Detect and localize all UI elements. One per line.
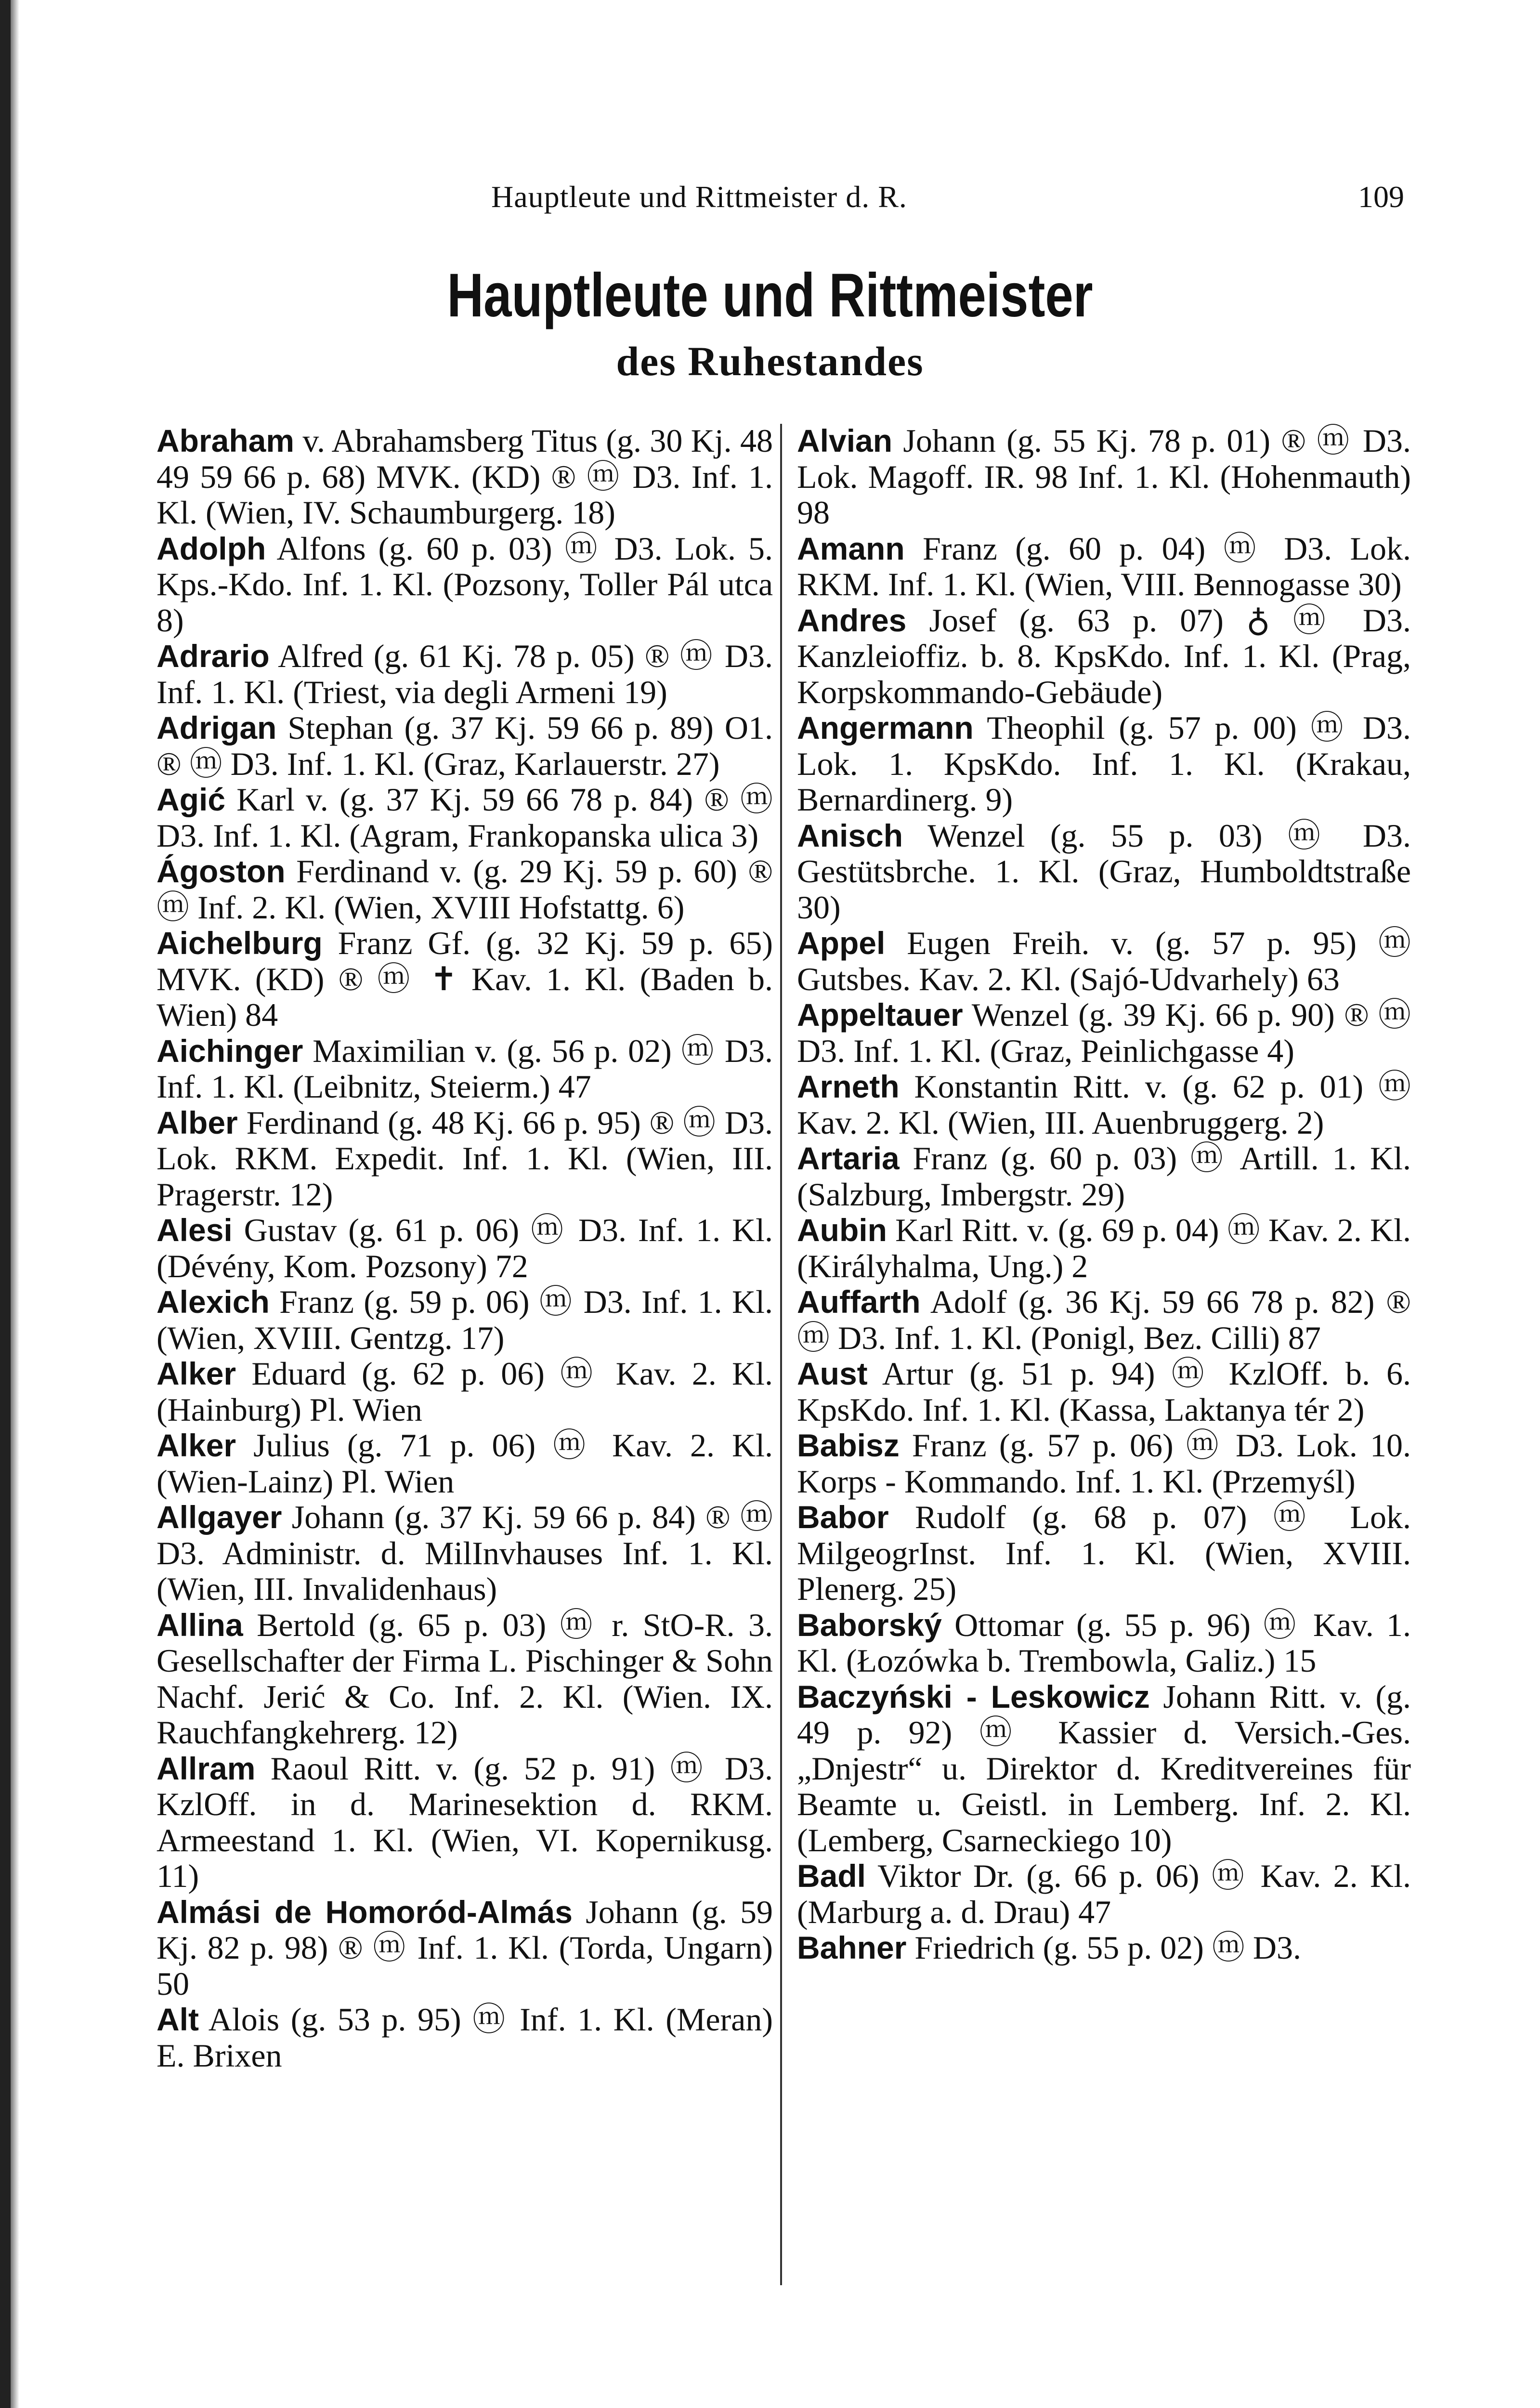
directory-entry xyxy=(797,997,1411,1069)
entry-details: Alois (g. 53 p. 95) ⓜ Inf. 1. Kl. (Meran) E. Brixen xyxy=(157,2001,773,2074)
entry-surname: Allgayer xyxy=(157,1499,282,1535)
entry-surname: Baborský xyxy=(797,1607,942,1643)
directory-entry xyxy=(157,710,773,782)
directory-entry xyxy=(157,1607,773,1751)
entry-surname: Adrario xyxy=(157,638,270,674)
entry-details: Alfons (g. 60 p. 03) ⓜ D3. Lok. 5. Kps.-Kdo. Inf. 1. Kl. (Pozsony, Toller Pál utca 8) xyxy=(157,530,773,639)
directory-entry xyxy=(797,818,1411,926)
directory-entry xyxy=(797,423,1411,531)
entry-details: Franz Gf. (g. 32 Kj. 59 p. 65) MVK. (KD) ® ⓜ ✝ Kav. 1. Kl. (Baden b. Wien) 84 xyxy=(157,925,773,1033)
entry-details: Bertold (g. 65 p. 03) ⓜ r. StO-R. 3. Gesellschafter der Firma L. Pischinger & Sohn Nachf. Jerić & Co. Inf. 2. Kl. (Wien. IX. Rauchfangkehrerg. 12) xyxy=(157,1606,773,1751)
entry-details: Franz (g. 60 p. 04) ⓜ D3. Lok. RKM. Inf. 1. Kl. (Wien, VIII. Bennogasse 30) xyxy=(797,530,1411,602)
directory-entry xyxy=(157,1356,773,1427)
directory-entry xyxy=(157,782,773,853)
directory-entry xyxy=(797,1069,1411,1140)
directory-entry xyxy=(797,925,1411,997)
entry-details: Wenzel (g. 39 Kj. 66 p. 90) ® ⓜ D3. Inf. 1. Kl. (Graz, Peinlichgasse 4) xyxy=(797,996,1411,1069)
entry-details: Maximilian v. (g. 56 p. 02) ⓜ D3. Inf. 1. Kl. (Leibnitz, Steierm.) 47 xyxy=(157,1032,773,1105)
entry-surname: Alexich xyxy=(157,1284,270,1320)
entry-details: Eduard (g. 62 p. 06) ⓜ Kav. 2. Kl. (Hainburg) Pl. Wien xyxy=(157,1355,773,1428)
entry-details: Johann (g. 37 Kj. 59 66 p. 84) ® ⓜ D3. Administr. d. MilInvhauses Inf. 1. Kl. (Wien, III. Invalidenhaus) xyxy=(157,1499,773,1607)
entry-surname: Aichelburg xyxy=(157,925,323,961)
directory-entry xyxy=(797,1858,1411,1930)
entry-surname: Alt xyxy=(157,2002,199,2037)
entry-surname: Allram xyxy=(157,1750,256,1786)
entry-details: Johann Ritt. v. (g. 49 p. 92) ⓜ Kassier d. Versich.-Ges. „Dnjestr“ u. Direktor d. Kreditvereines für Beamte u. Geistl. in Lemberg. Inf. 2. Kl. (Lemberg, Csarneckiego 10) xyxy=(797,1678,1411,1858)
entry-surname: Bahner xyxy=(797,1930,907,1965)
entry-surname: Alker xyxy=(157,1356,236,1391)
running-header: Hauptleute und Rittmeister d. R. xyxy=(491,180,907,214)
entry-details: Friedrich (g. 55 p. 02) ⓜ D3. xyxy=(906,1929,1302,1966)
entry-details: Johann (g. 55 Kj. 78 p. 01) ® ⓜ D3. Lok. Magoff. IR. 98 Inf. 1. Kl. (Hohenmauth) 98 xyxy=(797,422,1411,531)
directory-entry xyxy=(797,1499,1411,1607)
directory-entry xyxy=(157,638,773,710)
directory-entry xyxy=(157,2002,773,2073)
directory-entry xyxy=(797,710,1411,818)
directory-entry xyxy=(157,1212,773,1284)
entry-details: Franz (g. 59 p. 06) ⓜ D3. Inf. 1. Kl. (Wien, XVIII. Gentzg. 17) xyxy=(157,1283,773,1356)
entry-details: Karl v. (g. 37 Kj. 59 66 78 p. 84) ® ⓜ D3. Inf. 1. Kl. (Agram, Frankopanska ulica 3) xyxy=(157,781,773,854)
entry-details: Rudolf (g. 68 p. 07) ⓜ Lok. MilgeogrInst. Inf. 1. Kl. (Wien, XVIII. Plenerg. 25) xyxy=(797,1499,1411,1607)
entry-details: Konstantin Ritt. v. (g. 62 p. 01) ⓜ Kav. 2. Kl. (Wien, III. Auenbruggerg. 2) xyxy=(797,1068,1411,1141)
directory-entry xyxy=(157,853,773,925)
entry-surname: Babisz xyxy=(797,1427,900,1463)
entry-surname: Angermann xyxy=(797,710,974,746)
entry-surname: Agić xyxy=(157,782,226,817)
entry-details: Theophil (g. 57 p. 00) ⓜ D3. Lok. 1. KpsKdo. Inf. 1. Kl. (Krakau, Bernardinerg. 9) xyxy=(797,709,1411,818)
entry-surname: Adrigan xyxy=(157,710,277,746)
entry-surname: Aust xyxy=(797,1356,868,1391)
right-column xyxy=(797,423,1411,1966)
entry-surname: Amann xyxy=(797,530,905,566)
directory-entry xyxy=(797,602,1411,710)
entry-surname: Alber xyxy=(157,1104,238,1140)
entry-details: Alfred (g. 61 Kj. 78 p. 05) ® ⓜ D3. Inf. 1. Kl. (Triest, via degli Armeni 19) xyxy=(157,638,773,710)
directory-entry xyxy=(157,1105,773,1213)
page-subtitle: des Ruhestandes xyxy=(616,338,924,384)
entry-details: Raoul Ritt. v. (g. 52 p. 91) ⓜ D3. KzlOff. in d. Marinesektion d. RKM. Armeestand 1. Kl. (Wien, VI. Kopernikusg. 11) xyxy=(157,1750,773,1894)
entry-surname: Andres xyxy=(797,602,907,638)
directory-entry xyxy=(157,1033,773,1105)
entry-details: Franz (g. 57 p. 06) ⓜ D3. Lok. 10. Korps - Kommando. Inf. 1. Kl. (Przemyśl) xyxy=(797,1427,1411,1500)
entry-surname: Allina xyxy=(157,1607,243,1643)
entry-surname: Almási de Homoród-Almás xyxy=(157,1894,573,1930)
entry-surname: Alker xyxy=(157,1427,236,1463)
entry-surname: Ágoston xyxy=(157,853,286,889)
entry-details: Johann (g. 59 Kj. 82 p. 98) ® ⓜ Inf. 1. Kl. (Torda, Ungarn) 50 xyxy=(157,1893,773,2002)
entry-surname: Anisch xyxy=(797,817,903,853)
entry-details: Ferdinand (g. 48 Kj. 66 p. 95) ® ⓜ D3. Lok. RKM. Expedit. Inf. 1. Kl. (Wien, III. Pragerstr. 12) xyxy=(157,1104,773,1213)
directory-entry xyxy=(157,925,773,1033)
directory-entry xyxy=(157,1499,773,1607)
page-title: Hauptleute und Rittmeister xyxy=(447,261,1093,330)
directory-entry xyxy=(797,531,1411,602)
entry-surname: Arneth xyxy=(797,1069,900,1104)
directory-entry xyxy=(797,1930,1411,1966)
left-column xyxy=(157,423,773,2073)
entry-details: Ottomar (g. 55 p. 96) ⓜ Kav. 1. Kl. (Łozówka b. Trembowla, Galiz.) 15 xyxy=(797,1606,1411,1679)
entry-details: Stephan (g. 37 Kj. 59 66 p. 89) O1. ® ⓜ D3. Inf. 1. Kl. (Graz, Karlauerstr. 27) xyxy=(157,709,773,782)
entry-surname: Alesi xyxy=(157,1212,233,1248)
directory-entry xyxy=(797,1140,1411,1212)
page-number: 109 xyxy=(1358,180,1404,214)
entry-surname: Baczyński - Leskowicz xyxy=(797,1678,1150,1714)
entry-details: v. Abrahamsberg Titus (g. 30 Kj. 48 49 59 66 p. 68) MVK. (KD) ® ⓜ D3. Inf. 1. Kl. (Wien, IV. Schaumburgerg. 18) xyxy=(157,422,773,531)
entry-surname: Adolph xyxy=(157,530,266,566)
entry-details: Wenzel (g. 55 p. 03) ⓜ D3. Gestütsbrche. 1. Kl. (Graz, Humboldtstraße 30) xyxy=(797,817,1411,926)
entry-details: Julius (g. 71 p. 06) ⓜ Kav. 2. Kl. (Wien-Lainz) Pl. Wien xyxy=(157,1427,773,1500)
directory-entry xyxy=(157,531,773,639)
entry-surname: Appel xyxy=(797,925,886,961)
entry-surname: Aubin xyxy=(797,1212,887,1248)
directory-entry xyxy=(797,1607,1411,1679)
entry-surname: Auffarth xyxy=(797,1284,921,1320)
column-divider xyxy=(780,424,782,2285)
entry-surname: Babor xyxy=(797,1499,889,1535)
directory-entry xyxy=(157,1427,773,1499)
directory-entry xyxy=(797,1427,1411,1499)
entry-surname: Abraham xyxy=(157,423,295,458)
directory-entry xyxy=(797,1212,1411,1284)
directory-entry xyxy=(157,1284,773,1356)
directory-entry xyxy=(797,1356,1411,1427)
entry-details: Karl Ritt. v. (g. 69 p. 04) ⓜ Kav. 2. Kl. (Királyhalma, Ung.) 2 xyxy=(797,1212,1411,1284)
entry-details: Ferdinand v. (g. 29 Kj. 59 p. 60) ® ⓜ Inf. 2. Kl. (Wien, XVIII Hofstattg. 6) xyxy=(157,853,773,926)
directory-entry xyxy=(797,1679,1411,1858)
entry-details: Artur (g. 51 p. 94) ⓜ KzlOff. b. 6. KpsKdo. Inf. 1. Kl. (Kassa, Laktanya tér 2) xyxy=(797,1355,1411,1428)
directory-entry xyxy=(157,1751,773,1894)
entry-surname: Appeltauer xyxy=(797,997,963,1033)
directory-entry xyxy=(157,423,773,531)
directory-entry xyxy=(797,1284,1411,1356)
directory-entry xyxy=(157,1894,773,2002)
entry-details: Franz (g. 60 p. 03) ⓜ Artill. 1. Kl. (Salzburg, Imbergstr. 29) xyxy=(797,1140,1411,1213)
entry-surname: Artaria xyxy=(797,1140,900,1176)
entry-details: Gustav (g. 61 p. 06) ⓜ D3. Inf. 1. Kl. (Dévény, Kom. Pozsony) 72 xyxy=(157,1212,773,1284)
entry-surname: Badl xyxy=(797,1858,866,1894)
entry-details: Viktor Dr. (g. 66 p. 06) ⓜ Kav. 2. Kl. (Marburg a. d. Drau) 47 xyxy=(797,1858,1411,1930)
entry-surname: Aichinger xyxy=(157,1033,303,1069)
entry-details: Josef (g. 63 p. 07) ♁ ⓜ D3. Kanzleioffiz. b. 8. KpsKdo. Inf. 1. Kl. (Prag, Korpskommando-Gebäude) xyxy=(797,602,1411,710)
entry-details: Adolf (g. 36 Kj. 59 66 78 p. 82) ® ⓜ D3. Inf. 1. Kl. (Ponigl, Bez. Cilli) 87 xyxy=(797,1283,1411,1356)
entry-surname: Alvian xyxy=(797,423,893,458)
entry-details: Eugen Freih. v. (g. 57 p. 95) ⓜ Gutsbes. Kav. 2. Kl. (Sajó-Udvarhely) 63 xyxy=(797,925,1411,997)
